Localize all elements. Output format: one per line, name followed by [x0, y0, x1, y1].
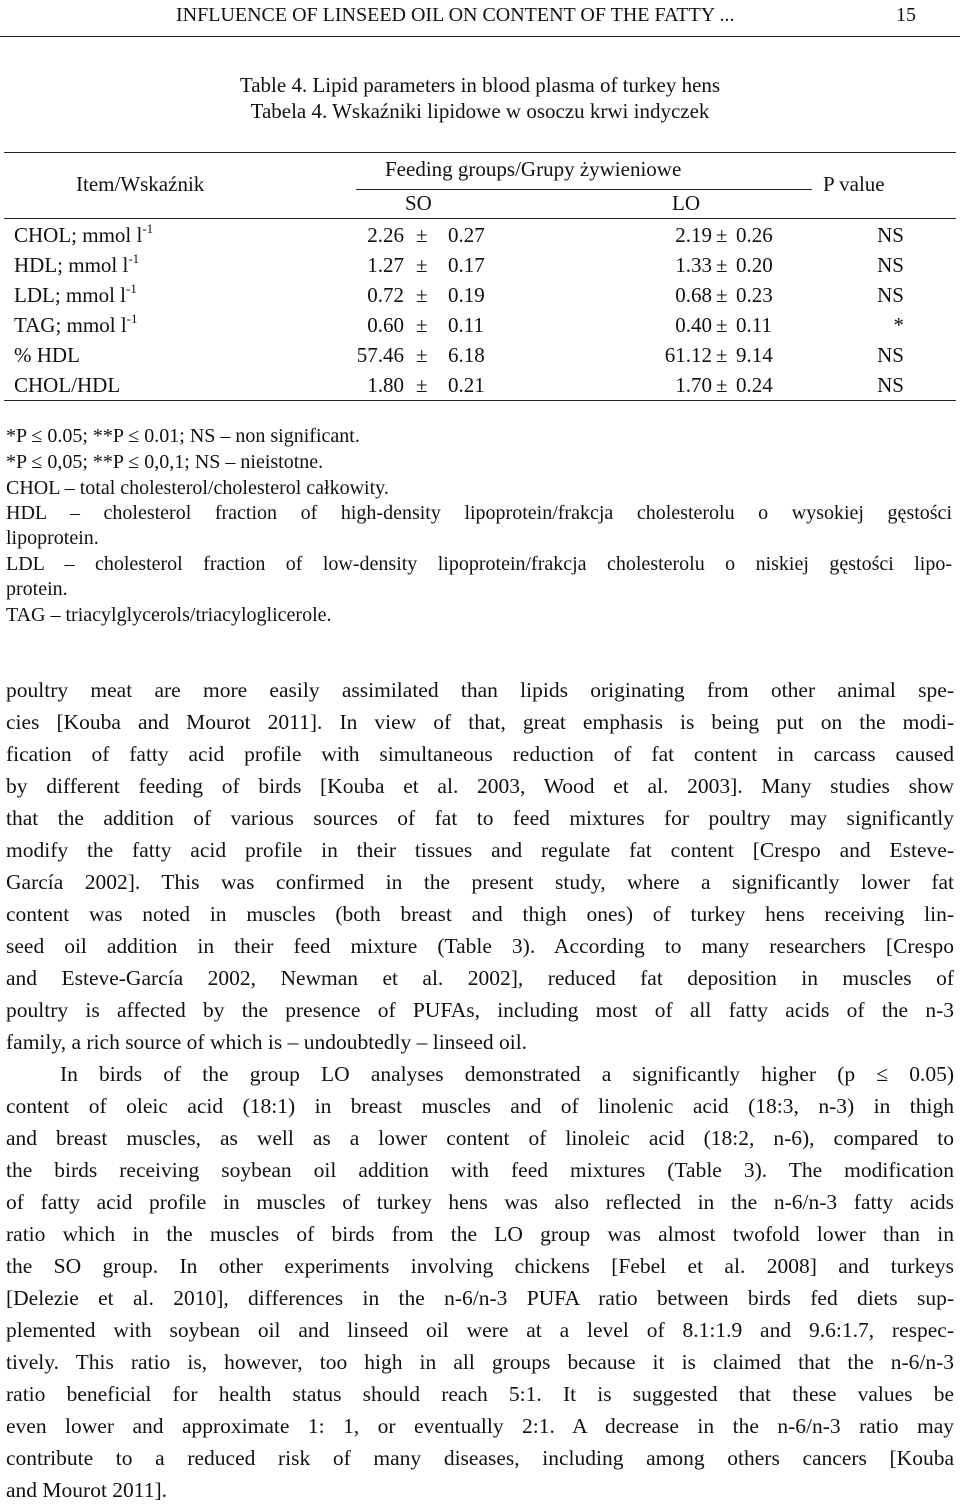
- row-label: [14, 253, 139, 278]
- lo-sd: [736, 313, 772, 338]
- so-sd-text: 0.21: [448, 373, 485, 397]
- lo-mean: [675, 313, 712, 338]
- footnote-line: protein.: [6, 578, 68, 600]
- body-line: of fatty acid profile in muscles of turkey hens was also reflected in the n-6/n-3 fatty acids: [6, 1190, 954, 1214]
- body-line: In birds of the group LO analyses demonstrated a significantly higher (p ≤ 0.05): [60, 1062, 954, 1086]
- lo-sd-text: 9.14: [736, 343, 773, 367]
- table-row: [0, 283, 960, 313]
- so-mean-text: 1.80: [367, 373, 404, 397]
- lo-sd: [736, 223, 773, 248]
- lo-mean: [675, 283, 712, 308]
- so-mean-text: 0.72: [367, 283, 404, 307]
- p-value-text: NS: [877, 373, 904, 397]
- body-line: and breast muscles, as well as a lower content of linoleic acid (18:2, n-6), compared to: [6, 1126, 954, 1150]
- row-label: [14, 313, 138, 338]
- body-line: cies [Kouba and Mourot 2011]. In view of that, great emphasis is being put on the modi-: [6, 710, 954, 734]
- so-plus-minus: [416, 223, 428, 248]
- col-header-feeding-groups: Feeding groups/Grupy żywieniowe: [385, 157, 682, 181]
- so-mean-text: 57.46: [356, 343, 404, 367]
- p-value: [877, 283, 904, 308]
- lo-mean-text: 1.70: [675, 373, 712, 397]
- body-line: García 2002]. This was confirmed in the present study, where a significantly lower fat: [6, 870, 954, 894]
- so-sd: [448, 343, 485, 368]
- body-line: the birds receiving soybean oil addition with feed mixtures (Table 3). The modification: [6, 1158, 954, 1182]
- so-plus-minus-text: ±: [416, 343, 428, 367]
- so-sd: [448, 313, 484, 338]
- table-caption-pl: Tabela 4. Wskaźniki lipidowe w osoczu krwi indyczek: [250, 99, 710, 123]
- table-row: [0, 343, 960, 373]
- body-line: [Delezie et al. 2010], differences in the n-6/n-3 PUFA ratio between birds fed diets sup-: [6, 1286, 954, 1310]
- lo-plus-minus-text: ±: [716, 343, 728, 367]
- body-line: poultry meat are more easily assimilated than lipids originating from other animal spe-: [6, 678, 954, 702]
- table-header-rule: [4, 218, 956, 219]
- body-line: ratio beneficial for health status should reach 5:1. It is suggested that these values be: [6, 1382, 954, 1406]
- p-value-text: NS: [877, 253, 904, 277]
- body-line: and Mourot 2011].: [6, 1478, 168, 1502]
- footnote-line: *P ≤ 0.05; **P ≤ 0.01; NS – non significant.: [6, 425, 360, 447]
- p-value: [894, 313, 905, 338]
- unit-exponent: -1: [126, 311, 138, 326]
- table-row: [0, 223, 960, 253]
- so-plus-minus: [416, 343, 428, 368]
- so-mean: [367, 223, 404, 248]
- p-value-text: NS: [877, 223, 904, 247]
- so-sd: [448, 253, 485, 278]
- lo-plus-minus: [716, 223, 728, 248]
- so-mean-text: 0.60: [367, 313, 404, 337]
- lo-mean-text: 2.19: [675, 223, 712, 247]
- row-label-text: CHOL; mmol l: [14, 223, 143, 247]
- so-sd-text: 0.19: [448, 283, 485, 307]
- table-row: [0, 373, 960, 403]
- lo-plus-minus: [716, 373, 728, 398]
- so-sd-text: 0.11: [448, 313, 484, 337]
- row-label: [14, 283, 137, 308]
- so-plus-minus: [416, 283, 428, 308]
- body-line: by different feeding of birds [Kouba et al. 2003, Wood et al. 2003]. Many studies show: [6, 774, 954, 798]
- unit-exponent: -1: [142, 221, 154, 236]
- body-line: and Esteve-García 2002, Newman et al. 2002], reduced fat deposition in muscles of: [6, 966, 954, 990]
- lo-plus-minus: [716, 283, 728, 308]
- p-value: [877, 253, 904, 278]
- lo-mean: [665, 343, 712, 368]
- col-header-so: SO: [405, 191, 432, 215]
- table-top-rule: [4, 152, 956, 153]
- table-row: [0, 253, 960, 283]
- lo-plus-minus-text: ±: [716, 373, 728, 397]
- lo-mean-text: 61.12: [664, 343, 712, 367]
- p-value: [877, 223, 904, 248]
- footnote-line: lipoprotein.: [6, 527, 99, 549]
- lo-sd-text: 0.24: [736, 373, 773, 397]
- lo-plus-minus: [716, 313, 728, 338]
- lo-sd: [736, 283, 773, 308]
- row-label-text: % HDL: [14, 343, 80, 367]
- so-mean: [367, 283, 404, 308]
- footnote-line: CHOL – total cholesterol/cholesterol całkowity.: [6, 477, 389, 499]
- table-caption-en: Table 4. Lipid parameters in blood plasma of turkey hens: [239, 73, 721, 97]
- lo-mean-text: 1.33: [675, 253, 712, 277]
- lo-sd: [736, 343, 773, 368]
- col-header-p-value: P value: [823, 172, 885, 196]
- p-value: [877, 343, 904, 368]
- so-plus-minus-text: ±: [416, 283, 428, 307]
- lo-plus-minus-text: ±: [716, 283, 728, 307]
- body-line: modify the fatty acid profile in their tissues and regulate fat content [Crespo and Esteve-: [6, 838, 954, 862]
- row-label: [14, 373, 120, 398]
- row-label-text: HDL; mmol l: [14, 253, 129, 277]
- body-line: content was noted in muscles (both breast and thigh ones) of turkey hens receiving lin-: [6, 902, 954, 926]
- so-plus-minus: [416, 313, 428, 338]
- lo-mean-text: 0.40: [675, 313, 712, 337]
- group-header-rule: [356, 189, 812, 190]
- lo-sd-text: 0.23: [736, 283, 773, 307]
- so-sd: [448, 283, 485, 308]
- so-sd-text: 0.27: [448, 223, 485, 247]
- lo-sd: [736, 373, 773, 398]
- so-sd-text: 0.17: [448, 253, 485, 277]
- p-value-text: *: [893, 313, 904, 337]
- lo-sd-text: 0.26: [736, 223, 773, 247]
- table-row: [0, 313, 960, 343]
- so-sd: [448, 373, 485, 398]
- footnote-line: *P ≤ 0,05; **P ≤ 0,0,1; NS – nieistotne.: [6, 451, 324, 473]
- page-number: 15: [896, 4, 916, 26]
- lo-mean: [675, 373, 712, 398]
- body-line: the SO group. In other experiments involving chickens [Febel et al. 2008] and turkeys: [6, 1254, 954, 1278]
- lo-plus-minus-text: ±: [716, 253, 728, 277]
- body-line: tively. This ratio is, however, too high in all groups because it is claimed that the n-6/n-3: [6, 1350, 954, 1374]
- body-line: plemented with soybean oil and linseed oil were at a level of 8.1:1.9 and 9.6:1.7, respec-: [6, 1318, 954, 1342]
- body-line: content of oleic acid (18:1) in breast muscles and of linolenic acid (18:3, n-3) in thigh: [6, 1094, 954, 1118]
- so-plus-minus-text: ±: [416, 373, 428, 397]
- so-sd-text: 6.18: [448, 343, 485, 367]
- so-plus-minus-text: ±: [416, 253, 428, 277]
- body-line: poultry is affected by the presence of PUFAs, including most of all fatty acids of the n-3: [6, 998, 954, 1022]
- footnote-line: TAG – triacylglycerols/triacyloglicerole.: [6, 604, 332, 626]
- so-mean-text: 1.27: [367, 253, 404, 277]
- footnote-line: LDL – cholesterol fraction of low-density lipoprotein/frakcja cholesterolu o niskiej gęstości lipo-: [6, 553, 952, 575]
- p-value-text: NS: [877, 283, 904, 307]
- body-line: fication of fatty acid profile with simultaneous reduction of fat content in carcass caused: [6, 742, 954, 766]
- body-line: that the addition of various sources of fat to feed mixtures for poultry may significantly: [6, 806, 954, 830]
- lo-mean: [675, 223, 712, 248]
- so-plus-minus: [416, 253, 428, 278]
- body-line: family, a rich source of which is – undoubtedly – linseed oil.: [6, 1030, 528, 1054]
- lo-mean-text: 0.68: [675, 283, 712, 307]
- so-mean-text: 2.26: [367, 223, 404, 247]
- footnote-line: HDL – cholesterol fraction of high-density lipoprotein/frakcja cholesterolu o wysokiej gęstości: [6, 502, 952, 524]
- unit-exponent: -1: [126, 281, 137, 296]
- so-sd: [448, 223, 485, 248]
- col-header-item: Item/Wskaźnik: [76, 172, 205, 196]
- body-line: ratio which in the muscles of birds from the LO group was almost twofold lower than in: [6, 1222, 954, 1246]
- lo-mean: [675, 253, 712, 278]
- row-label: [14, 343, 80, 368]
- unit-exponent: -1: [128, 251, 140, 266]
- body-line: seed oil addition in their feed mixture (Table 3). According to many researchers [Crespo: [6, 934, 954, 958]
- lo-plus-minus-text: ±: [716, 223, 728, 247]
- p-value-text: NS: [877, 343, 904, 367]
- row-label-text: LDL; mmol l: [14, 283, 126, 307]
- lo-plus-minus-text: ±: [716, 313, 728, 337]
- running-header: [0, 2, 960, 37]
- lo-plus-minus: [716, 343, 728, 368]
- so-mean: [367, 253, 404, 278]
- row-label-text: CHOL/HDL: [14, 373, 121, 397]
- running-title: INFLUENCE OF LINSEED OIL ON CONTENT OF THE FATTY ...: [176, 4, 735, 26]
- col-header-lo: LO: [672, 191, 700, 215]
- so-mean: [357, 343, 404, 368]
- so-plus-minus: [416, 373, 428, 398]
- lo-sd-text: 0.11: [736, 313, 772, 337]
- so-plus-minus-text: ±: [416, 223, 428, 247]
- so-mean: [367, 313, 404, 338]
- row-label: [14, 223, 153, 248]
- p-value: [877, 373, 904, 398]
- so-mean: [367, 373, 404, 398]
- row-label-text: TAG; mmol l: [14, 313, 127, 337]
- body-line: even lower and approximate 1: 1, or eventually 2:1. A decrease in the n-6/n-3 ratio may: [6, 1414, 954, 1438]
- lo-plus-minus: [716, 253, 728, 278]
- lo-sd-text: 0.20: [736, 253, 773, 277]
- lo-sd: [736, 253, 773, 278]
- body-line: contribute to a reduced risk of many diseases, including among others cancers [Kouba: [6, 1446, 954, 1470]
- so-plus-minus-text: ±: [416, 313, 428, 337]
